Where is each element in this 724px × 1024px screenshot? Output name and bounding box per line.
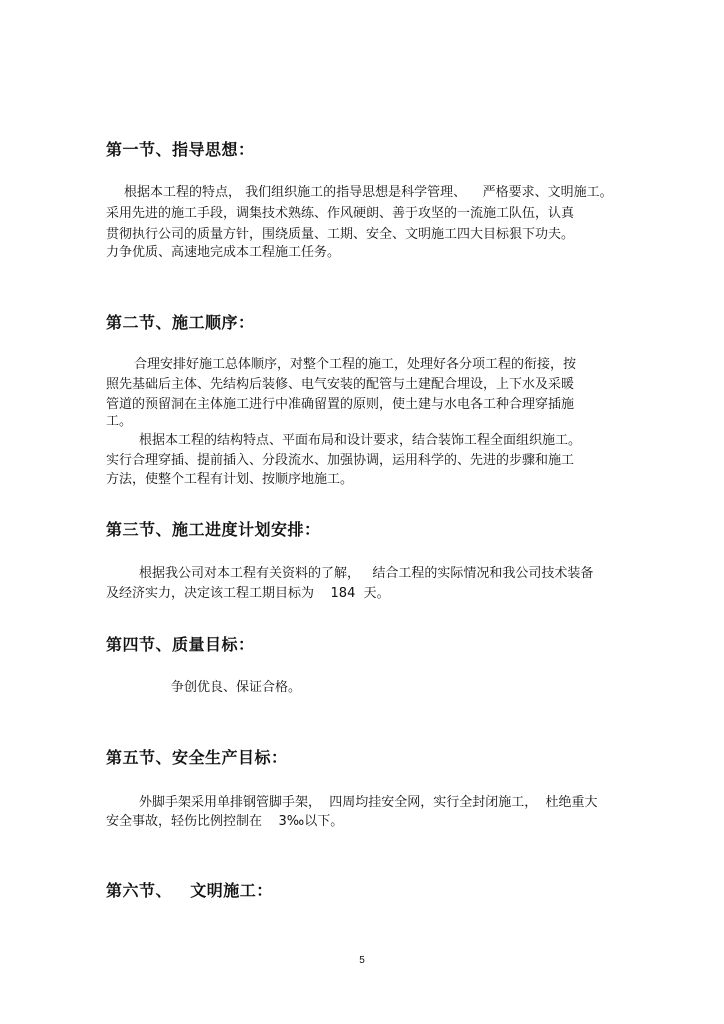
section-4-line-1: 争创优良、保证合格。 bbox=[171, 680, 302, 695]
section-2-heading: 第二节、施工顺序： bbox=[106, 313, 255, 332]
page-number: 5 bbox=[359, 955, 365, 966]
section-5-heading: 第五节、安全生产目标： bbox=[106, 748, 288, 767]
section-2-line-1: 合理安排好施工总体顺序，对整个工程的施工，处理好各分项工程的衔接，按 bbox=[134, 357, 577, 372]
section-1-line-4: 力争优质、高速地完成本工程施工任务。 bbox=[106, 245, 341, 260]
section-3-heading: 第三节、施工进度计划安排： bbox=[106, 520, 321, 539]
section-6-heading: 第六节、 文明施工： bbox=[106, 881, 273, 900]
section-2-line-5: 根据本工程的结构特点、平面布局和设计要求，结合装饰工程全面组织施工。 bbox=[139, 433, 582, 448]
section-3-line-1: 根据我公司对本工程有关资料的了解， 结合工程的实际情况和我公司技术装备 bbox=[139, 566, 594, 581]
section-5-line-2: 安全事故，轻伤比例控制在 3‰以下。 bbox=[106, 814, 344, 829]
section-5-line-1: 外脚手架采用单排钢管脚手架， 四周均挂安全网，实行全封闭施工， 杜绝重大 bbox=[139, 795, 598, 810]
section-1-line-1: 根据本工程的特点， 我们组织施工的指导思想是科学管理、 严格要求、文明施工。 bbox=[124, 185, 613, 200]
section-2-line-6: 实行合理穿插、提前插入、分段流水、加强协调，运用科学的、先进的步骤和施工 bbox=[106, 453, 575, 468]
section-2-line-7: 方法，使整个工程有计划、按顺序地施工。 bbox=[106, 472, 354, 487]
section-2-line-4: 工。 bbox=[106, 414, 133, 429]
section-1-line-2: 采用先进的施工手段，调集技术熟练、作风硬朗、善于攻坚的一流施工队伍，认真 bbox=[106, 206, 575, 221]
section-1-heading: 第一节、指导思想： bbox=[106, 140, 255, 159]
section-3-line-2: 及经济实力，决定该工程工期目标为 184 天。 bbox=[106, 586, 390, 601]
section-2-line-3: 管道的预留洞在主体施工进行中准确留置的原则，使土建与水电各工种合理穿插施 bbox=[106, 397, 575, 412]
section-2-line-2: 照先基础后主体、先结构后装修、电气安装的配管与土建配合埋设，上下水及采暖 bbox=[106, 377, 575, 392]
section-4-heading: 第四节、质量目标： bbox=[106, 635, 255, 654]
section-1-line-3: 贯彻执行公司的质量方针，围绕质量、工期、安全、文明施工四大目标狠下功夫。 bbox=[106, 227, 575, 242]
